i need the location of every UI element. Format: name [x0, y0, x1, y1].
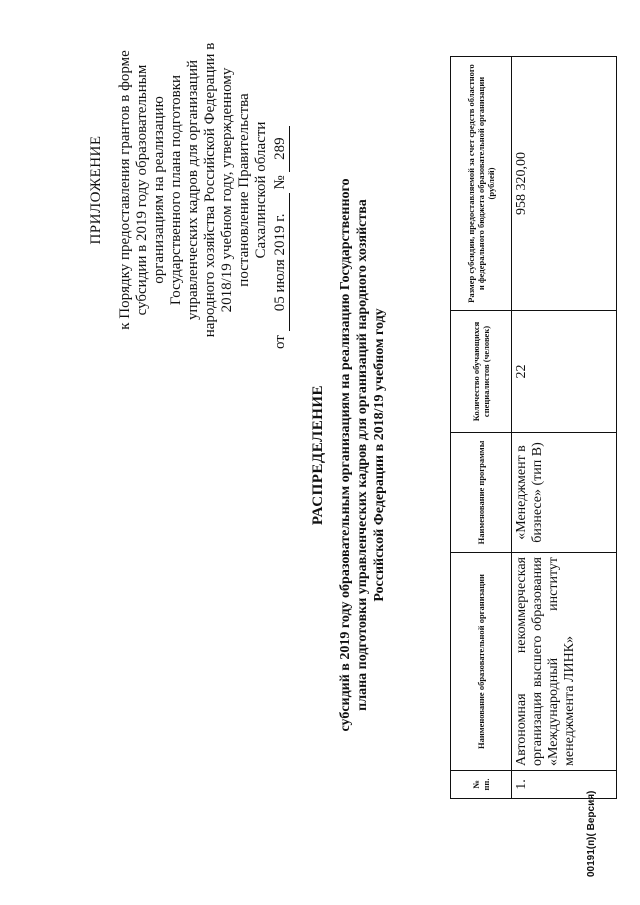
document-page: [20, 15, 620, 895]
title-line: Российской Федерации в 2018/19 учебном году: [372, 308, 387, 602]
decree-number: 289: [272, 126, 290, 172]
title-main: РАСПРЕДЕЛЕНИЕ: [310, 384, 326, 526]
appendix-line: постановление Правительства: [236, 93, 252, 287]
cell-num: 1.: [512, 771, 617, 799]
appendix-line: организациям на реализацию: [151, 96, 167, 284]
header-program: Наименование программы: [451, 433, 512, 553]
appendix-line: управленческих кадров для организаций: [185, 59, 201, 321]
title-line: субсидий в 2019 году образовательным организациям на реализацию Государственного: [338, 178, 353, 732]
number-sign: №: [272, 175, 288, 190]
cell-org: Автономная некоммерческая организация высшего образования «Международный институт менеджмента ЛИНК»: [512, 553, 617, 771]
header-count: Количество обучающихся специалистов (человек): [451, 311, 512, 433]
appendix-line: народного хозяйства Российской Федерации в: [202, 42, 218, 338]
table-header-row: [451, 57, 512, 799]
header-num: № пп.: [451, 771, 512, 799]
cell-amount: 958 320,00: [512, 57, 617, 311]
date-prefix: от: [272, 335, 288, 349]
appendix-line: к Порядку предоставления грантов в форме: [117, 50, 133, 330]
document-code: 00191(п)( Версия): [586, 790, 597, 877]
table-row: [512, 57, 617, 799]
appendix-dateline: [272, 25, 290, 349]
header-org: Наименование образовательной организации: [451, 553, 512, 771]
title-line: плана подготовки управленческих кадров для организаций народного хозяйства: [355, 199, 370, 711]
distribution-table: [450, 56, 617, 799]
appendix-block: [88, 25, 290, 355]
appendix-line: Государственного плана подготовки: [168, 74, 184, 306]
cell-count: 22: [512, 311, 617, 433]
cell-program: «Менеджмент в бизнесе» (тип В): [512, 433, 617, 553]
appendix-heading: ПРИЛОЖЕНИЕ: [88, 135, 104, 245]
appendix-line: Сахалинской области: [253, 121, 269, 259]
decree-date: 05 июля 2019 г.: [272, 193, 290, 331]
appendix-line: 2018/19 учебном году, утвержденному: [219, 67, 235, 313]
appendix-line: субсидии в 2019 году образовательным: [134, 64, 150, 316]
header-amount: Размер субсидии, предоставляемой за счет средств областного и федерального бюджета образовательной организации (рублей): [451, 57, 512, 311]
document-title: [310, 75, 388, 835]
